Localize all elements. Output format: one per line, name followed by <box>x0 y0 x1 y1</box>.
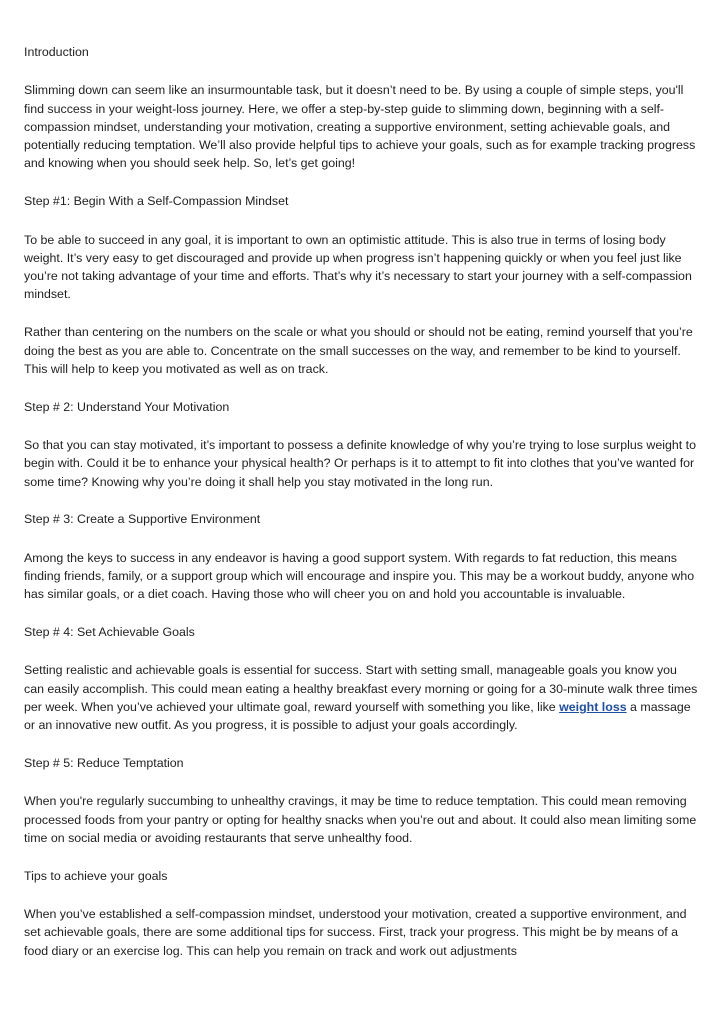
tips-paragraph: When you’ve established a self-compassion mindset, understood your motivation, created a supportive environment, and set achievable goals, there are some additional tips for success. First, track your progress. This might be by means of a food diary or an exercise log. This can help you remain on track and work out adjustments <box>24 907 687 958</box>
step1-paragraph-1: To be able to succeed in any goal, it is important to own an optimistic attitude. This is also true in terms of losing body weight. It’s very easy to get discouraged and provide up when progress isn’t happening quickly or when you feel just like you’re not taking advantage of your time and efforts. That’s why it’s necessary to start your journey with a self-compassion mindset. <box>24 232 692 302</box>
step1-paragraph-2: Rather than centering on the numbers on the scale or what you should or should not be eating, remind yourself that you’re doing the best as you are able to. Concentrate on the small successes on the way, and remember to be kind to yourself. This will help to keep you motivated as well as on track. <box>24 325 693 376</box>
intro-heading: Introduction <box>24 45 89 59</box>
step3-paragraph: Among the keys to success in any endeavor is having a good support system. With regards to fat reduction, this means finding friends, family, or a support group which will encourage and inspire you. This may be a workout buddy, anyone who has similar goals, or a diet coach. Having those who will cheer you on and hold you accountable is invaluable. <box>24 550 695 602</box>
step5-heading: Step # 5: Reduce Temptation <box>24 756 184 771</box>
step3-heading: Step # 3: Create a Supportive Environment <box>24 512 261 527</box>
step5-paragraph: When you're regularly succumbing to unhealthy cravings, it may be time to reduce temptation. This could mean removing processed foods from your pantry or opting for healthy snacks when you’re out and about. It could also mean limiting some time on social media or avoiding restaurants that serve unhealthy food. <box>24 794 697 845</box>
step1-heading: Step #1: Begin With a Self-Compassion Mindset <box>24 194 289 209</box>
step4-text-before-link: Setting realistic and achievable goals is essential for success. Start with setting small, manageable goals you know you can easily accomplish. This could mean eating a healthy breakfast every morning or going for a 30-minute walk three times per week. When you’ve achieved your ultimate goal, reward yourself with something you like, like <box>24 663 698 714</box>
weight-loss-link[interactable]: weight loss <box>559 699 627 714</box>
intro-paragraph: Slimming down can seem like an insurmountable task, but it doesn’t need to be. By using a couple of simple steps, you'll find success in your weight-loss journey. Here, we offer a step-by-step guide to slimming down, beginning with a self-compassion mindset, understanding your motivation, creating a supportive environment, setting achievable goals, and potentially reducing temptation. We’ll also provide helpful tips to achieve your goals, such as for example tracking progress and knowing when you should seek help. So, let’s get going! <box>24 83 696 171</box>
step2-paragraph: So that you can stay motivated, it’s important to possess a definite knowledge of why you’re trying to lose surplus weight to begin with. Could it be to enhance your physical health? Or perhaps is it to attempt to fit into clothes that you’ve wanted for some time? Knowing why you’re doing it shall help you stay motivated in the long run. <box>24 437 696 489</box>
step4-paragraph <box>24 661 698 734</box>
step4-text-after-link: a massage or an innovative new outfit. As you progress, it is possible to adjust your goals accordingly. <box>24 699 691 733</box>
step4-heading: Step # 4: Set Achievable Goals <box>24 625 195 640</box>
document-body <box>24 43 698 979</box>
tips-heading: Tips to achieve your goals <box>24 868 168 883</box>
step2-heading: Step # 2: Understand Your Motivation <box>24 399 230 414</box>
